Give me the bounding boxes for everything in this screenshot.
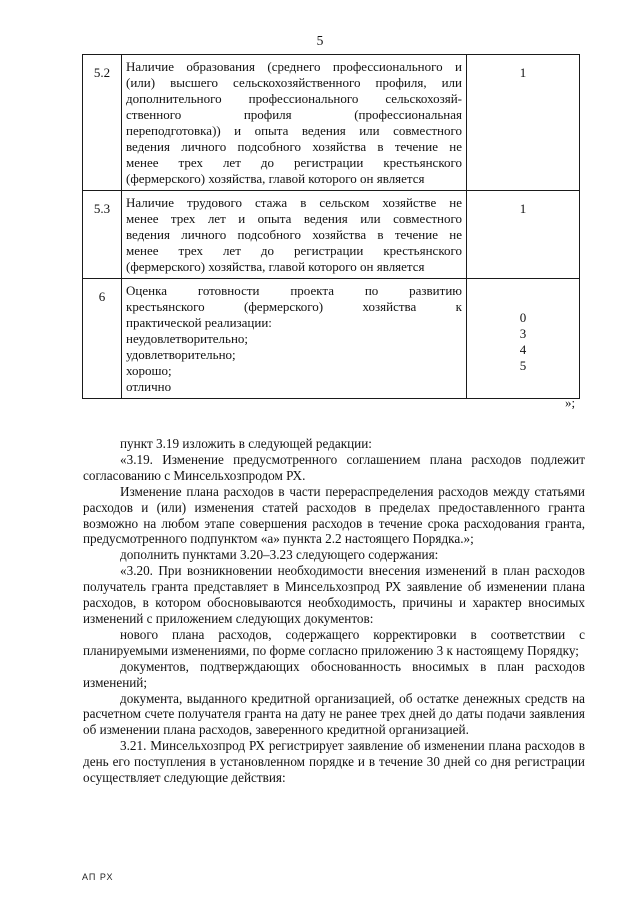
- description-line: удовлетворительно;: [126, 347, 236, 362]
- row-number: 5.2: [83, 55, 122, 191]
- row-score-list: [467, 279, 580, 399]
- paragraph: «3.20. При возникновении необходимости внесения изменений в план расходов получатель гранта представляет в Минсельхозпрод РХ заявление об изменении плана расходов, в котором обосновываются необходимость, причины и характер вносимых изменений с приложением следующих документов:: [83, 563, 585, 626]
- description-line: (фермерского) хозяйства, главой которого он является: [126, 259, 425, 274]
- score-value: 4: [519, 342, 527, 357]
- table-row: [83, 55, 580, 191]
- row-score: 1: [467, 55, 580, 191]
- description-line: ведения личного подсобного хозяйства в течение не: [126, 139, 462, 154]
- description-line: переподготовка)) и опыта ведения или совместного: [126, 123, 462, 138]
- paragraph: документа, выданного кредитной организацией, об остатке денежных средств на расчетном счете получателя гранта на дату не ранее трех дней до даты подачи заявления об изменении плана расходов, заверенного кредитной организацией.: [83, 690, 585, 738]
- row-number: 6: [83, 279, 122, 399]
- paragraph: 3.21. Минсельхозпрод РХ регистрирует заявление об изменении плана расходов в день его поступления в установленном порядке и в течение 30 дней со дня регистрации осуществляет следующие действия:: [83, 738, 585, 786]
- description-line: Наличие трудового стажа в сельском хозяйстве не: [126, 195, 462, 210]
- row-description: [122, 279, 467, 399]
- score-value: 0: [519, 310, 527, 325]
- paragraph: дополнить пунктами 3.20–3.23 следующего содержания:: [120, 547, 439, 563]
- document-body: [83, 436, 585, 786]
- criteria-table: [82, 54, 580, 399]
- description-line: Оценка готовности проекта по развитию: [126, 283, 462, 298]
- score-value: 5: [519, 358, 527, 373]
- description-line: ведения личного подсобного хозяйства в течение не: [126, 227, 462, 242]
- score-value: 3: [519, 326, 527, 341]
- table-row: [83, 191, 580, 279]
- paragraph: пункт 3.19 изложить в следующей редакции:: [120, 436, 372, 451]
- description-line: отлично: [126, 379, 172, 394]
- footer-code: АП РХ: [82, 872, 114, 882]
- description-line: дополнительного профессионального сельскохозяй-: [126, 91, 462, 106]
- description-line: менее трех лет и опыта ведения или совместного: [126, 211, 462, 226]
- table-row: [83, 279, 580, 399]
- description-line: крестьянского (фермерского) хозяйства к: [126, 299, 462, 314]
- row-number: 5.3: [83, 191, 122, 279]
- description-line: (или) высшего сельскохозяйственного профиля, или: [126, 75, 462, 90]
- paragraph: Изменение плана расходов в части перераспределения расходов между статьями расходов и (или) изменения статей расходов в пределах предоставленного гранта возможно на любом этапе совершения расходов в течение срока расходования гранта, предусмотренного подпунктом «а» пункта 2.2 настоящего Порядка.»;: [83, 483, 585, 547]
- description-line: менее трех лет до регистрации крестьянского: [126, 243, 462, 258]
- description-line: ственного профиля (профессиональная: [126, 107, 462, 122]
- paragraph: документов, подтверждающих обоснованность вносимых в план расходов изменений;: [83, 658, 585, 690]
- description-line: Наличие образования (среднего профессионального и: [126, 59, 462, 74]
- paragraph: «3.19. Изменение предусмотренного соглашением плана расходов подлежит согласованию с Минсельхозпродом РХ.: [83, 451, 585, 483]
- description-line: неудовлетворительно;: [126, 331, 249, 346]
- row-description: [122, 55, 467, 191]
- page-number: 5: [316, 33, 324, 48]
- description-line: хорошо;: [126, 363, 172, 378]
- description-line: практической реализации:: [126, 315, 272, 330]
- row-description: [122, 191, 467, 279]
- row-score: 1: [467, 191, 580, 279]
- description-line: (фермерского) хозяйства, главой которого он является: [126, 171, 425, 186]
- description-line: менее трех лет до регистрации крестьянского: [126, 155, 462, 170]
- closing-quote: »;: [565, 395, 576, 410]
- paragraph: нового плана расходов, содержащего корректировки в соответствии с планируемыми изменениями, по форме согласно приложению 3 к настоящему Порядку;: [83, 626, 585, 658]
